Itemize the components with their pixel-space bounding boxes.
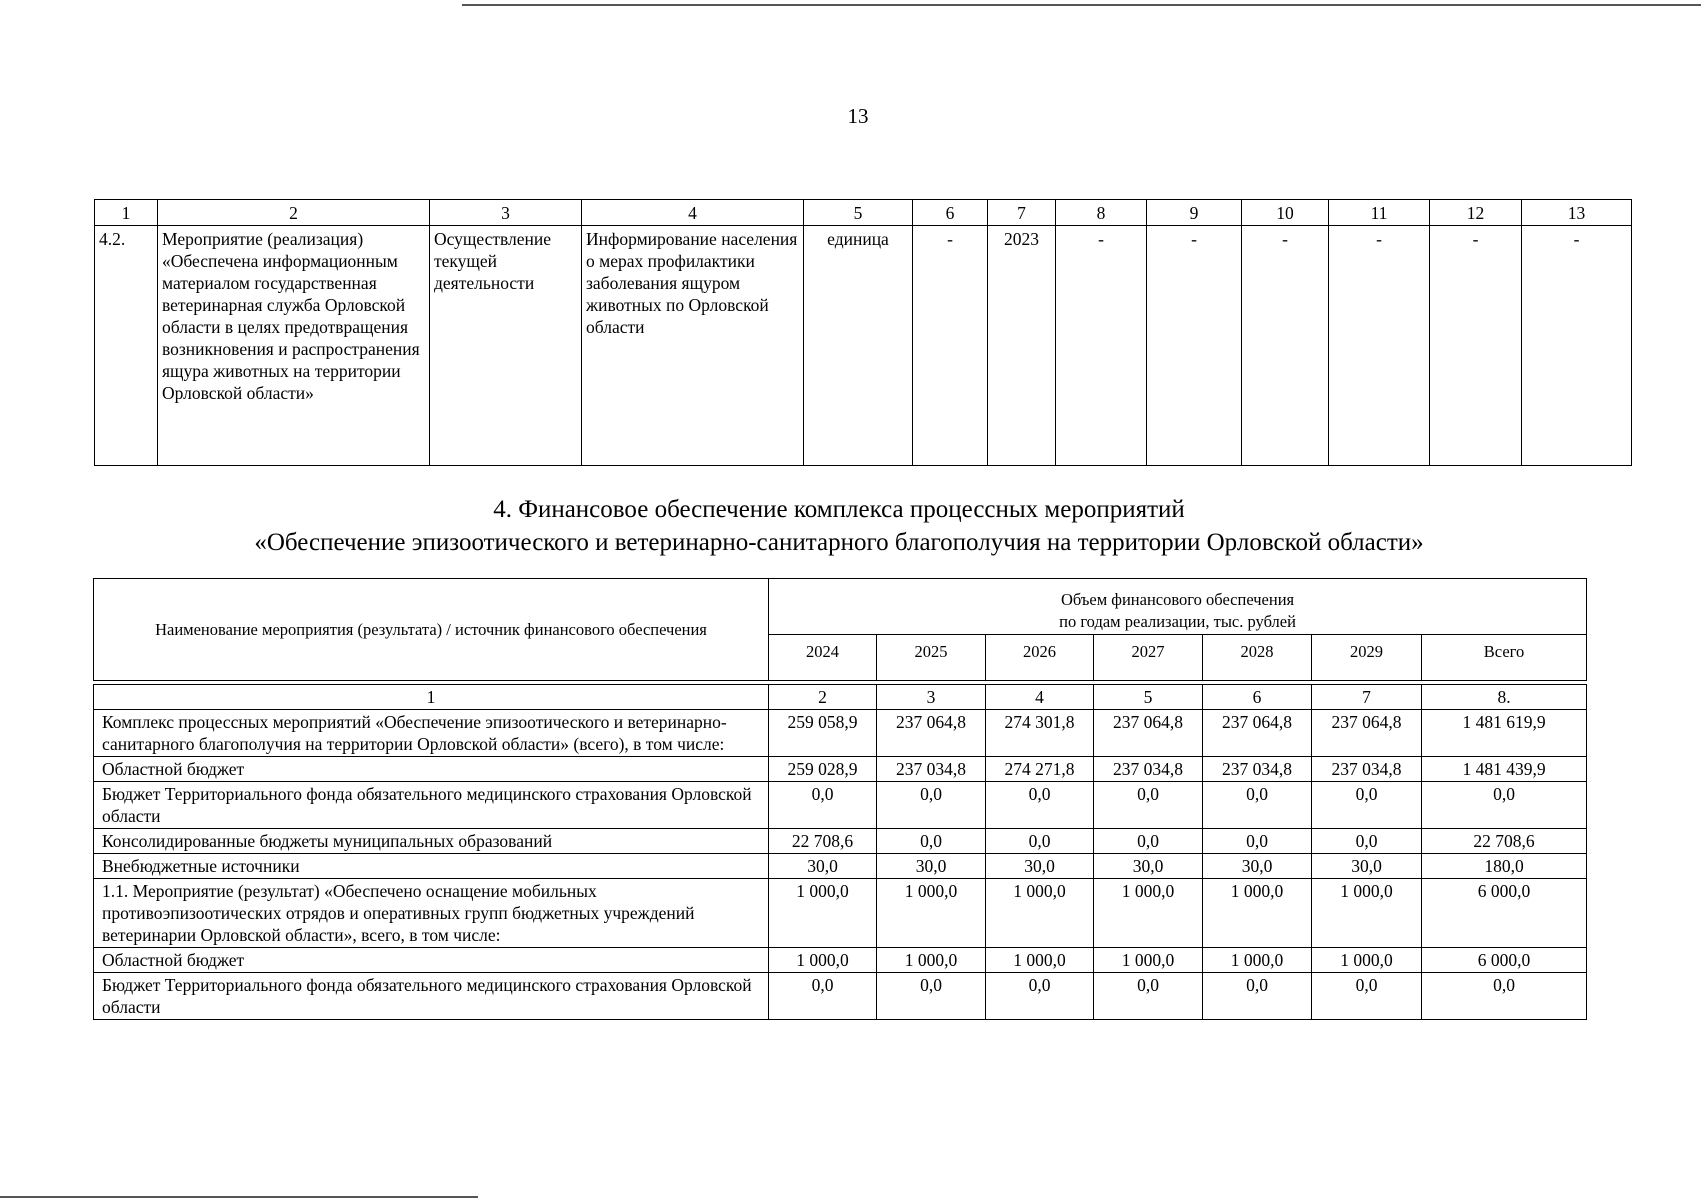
activity-cell: - xyxy=(1242,226,1329,466)
name-column-header: Наименование мероприятия (результата) / источник финансового обеспечения xyxy=(94,579,769,681)
year-value: 237 034,8 xyxy=(1203,757,1312,782)
funding-item-name: Комплекс процессных мероприятий «Обеспечение эпизоотического и ветеринарно-санитарного благополучия на территории Орловской области» (всего), в том числе: xyxy=(94,710,769,757)
table-row xyxy=(94,710,1587,757)
year-value: 1 000,0 xyxy=(769,948,877,973)
top-edge-line xyxy=(462,4,1701,6)
year-value: 237 034,8 xyxy=(1312,757,1422,782)
total-value: 1 481 439,9 xyxy=(1422,757,1587,782)
year-value: 30,0 xyxy=(877,854,986,879)
column-number: 1 xyxy=(95,200,158,226)
year-value: 0,0 xyxy=(877,973,986,1020)
year-value: 0,0 xyxy=(877,829,986,854)
year-header: 2025 xyxy=(877,635,986,681)
year-value: 0,0 xyxy=(769,973,877,1020)
total-value: 0,0 xyxy=(1422,782,1587,829)
year-value: 30,0 xyxy=(1312,854,1422,879)
activity-cell: - xyxy=(913,226,988,466)
column-index: 2 xyxy=(769,685,877,710)
column-index: 1 xyxy=(94,685,769,710)
total-value: 22 708,6 xyxy=(1422,829,1587,854)
funding-item-name: Областной бюджет xyxy=(94,948,769,973)
table-row xyxy=(94,782,1587,829)
year-value: 1 000,0 xyxy=(986,948,1094,973)
year-value: 0,0 xyxy=(986,782,1094,829)
year-value: 259 058,9 xyxy=(769,710,877,757)
funding-item-name: Областной бюджет xyxy=(94,757,769,782)
table-row xyxy=(94,829,1587,854)
activity-unit: единица xyxy=(804,226,913,466)
section-heading-line2: «Обеспечение эпизоотического и ветеринарно-санитарного благополучия на территории Орловской области» xyxy=(254,529,1424,556)
year-value: 30,0 xyxy=(1203,854,1312,879)
year-value: 237 064,8 xyxy=(1094,710,1203,757)
activity-code: 4.2. xyxy=(95,226,158,466)
year-value: 1 000,0 xyxy=(986,879,1094,948)
year-value: 1 000,0 xyxy=(1094,948,1203,973)
year-value: 0,0 xyxy=(1312,782,1422,829)
year-value: 1 000,0 xyxy=(1312,948,1422,973)
column-number: 11 xyxy=(1329,200,1430,226)
column-number: 6 xyxy=(913,200,988,226)
finance-header-row xyxy=(94,579,1587,635)
section-heading-line1: 4. Финансовое обеспечение комплекса процессных мероприятий xyxy=(493,496,1185,523)
year-value: 0,0 xyxy=(1094,829,1203,854)
total-value: 0,0 xyxy=(1422,973,1587,1020)
year-value: 1 000,0 xyxy=(877,879,986,948)
column-number: 8 xyxy=(1056,200,1147,226)
total-value: 1 481 619,9 xyxy=(1422,710,1587,757)
year-value: 237 064,8 xyxy=(1312,710,1422,757)
year-value: 0,0 xyxy=(1094,973,1203,1020)
table-row xyxy=(94,757,1587,782)
section-heading xyxy=(94,493,1584,559)
year-value: 0,0 xyxy=(1094,782,1203,829)
activity-table-header-row xyxy=(95,200,1632,226)
activity-base-year: 2023 xyxy=(988,226,1056,466)
finance-table-body xyxy=(94,710,1587,1020)
year-value: 259 028,9 xyxy=(769,757,877,782)
table-row xyxy=(94,854,1587,879)
column-index: 7 xyxy=(1312,685,1422,710)
year-value: 0,0 xyxy=(1203,973,1312,1020)
funding-item-name: Консолидированные бюджеты муниципальных образований xyxy=(94,829,769,854)
column-number: 7 xyxy=(988,200,1056,226)
year-value: 0,0 xyxy=(986,973,1094,1020)
activity-row xyxy=(95,226,1632,466)
table-row xyxy=(94,879,1587,948)
funding-item-name: Внебюджетные источники xyxy=(94,854,769,879)
column-number: 12 xyxy=(1430,200,1522,226)
funding-group-header-line1: Объем финансового обеспечения xyxy=(1060,590,1295,609)
year-value: 1 000,0 xyxy=(1203,879,1312,948)
year-value: 1 000,0 xyxy=(877,948,986,973)
year-value: 274 301,8 xyxy=(986,710,1094,757)
activity-cell: - xyxy=(1056,226,1147,466)
year-value: 0,0 xyxy=(1312,829,1422,854)
year-value: 237 064,8 xyxy=(877,710,986,757)
year-header: 2026 xyxy=(986,635,1094,681)
year-value: 0,0 xyxy=(1203,782,1312,829)
column-number: 10 xyxy=(1242,200,1329,226)
table-row xyxy=(94,948,1587,973)
year-value: 30,0 xyxy=(1094,854,1203,879)
activity-description: Информирование населения о мерах профилактики заболевания ящуром животных по Орловской области xyxy=(582,226,804,466)
year-value: 30,0 xyxy=(986,854,1094,879)
total-header: Всего xyxy=(1422,635,1587,681)
year-header: 2028 xyxy=(1203,635,1312,681)
column-number: 2 xyxy=(158,200,430,226)
column-number: 9 xyxy=(1147,200,1242,226)
year-value: 30,0 xyxy=(769,854,877,879)
activity-cell: - xyxy=(1147,226,1242,466)
year-value: 1 000,0 xyxy=(1094,879,1203,948)
column-number: 4 xyxy=(582,200,804,226)
activity-cell: - xyxy=(1329,226,1430,466)
column-index-row xyxy=(94,685,1587,710)
page-number: 13 xyxy=(847,104,869,128)
year-value: 22 708,6 xyxy=(769,829,877,854)
column-index: 5 xyxy=(1094,685,1203,710)
funding-item-name: Бюджет Территориального фонда обязательного медицинского страхования Орловской области xyxy=(94,782,769,829)
activity-name: Мероприятие (реализация) «Обеспечена информационным материалом государственная ветеринарная служба Орловской области в целях предотвращения возникновения и распространения ящура животных на территории Орловской области» xyxy=(158,226,430,466)
column-number: 3 xyxy=(430,200,582,226)
total-value: 180,0 xyxy=(1422,854,1587,879)
activity-table xyxy=(94,199,1632,466)
total-value: 6 000,0 xyxy=(1422,948,1587,973)
activity-cell: - xyxy=(1522,226,1632,466)
year-value: 0,0 xyxy=(877,782,986,829)
column-index: 6 xyxy=(1203,685,1312,710)
funding-group-header-line2: по годам реализации, тыс. рублей xyxy=(1059,612,1296,631)
year-value: 237 034,8 xyxy=(877,757,986,782)
year-value: 0,0 xyxy=(1312,973,1422,1020)
year-value: 274 271,8 xyxy=(986,757,1094,782)
year-header: 2024 xyxy=(769,635,877,681)
funding-group-header xyxy=(769,579,1587,635)
year-value: 0,0 xyxy=(769,782,877,829)
year-value: 237 064,8 xyxy=(1203,710,1312,757)
year-value: 1 000,0 xyxy=(769,879,877,948)
column-index: 8. xyxy=(1422,685,1587,710)
activity-type: Осуществление текущей деятельности xyxy=(430,226,582,466)
total-value: 6 000,0 xyxy=(1422,879,1587,948)
table-row xyxy=(94,973,1587,1020)
column-number: 5 xyxy=(804,200,913,226)
year-value: 1 000,0 xyxy=(1312,879,1422,948)
funding-item-name: 1.1. Мероприятие (результат) «Обеспечено оснащение мобильных противоэпизоотических отрядов и оперативных групп бюджетных учреждений ветеринарии Орловской области», всего, в том числе: xyxy=(94,879,769,948)
activity-cell: - xyxy=(1430,226,1522,466)
column-index: 4 xyxy=(986,685,1094,710)
year-value: 0,0 xyxy=(986,829,1094,854)
year-value: 1 000,0 xyxy=(1203,948,1312,973)
bottom-edge-line xyxy=(0,1196,478,1198)
year-value: 237 034,8 xyxy=(1094,757,1203,782)
funding-item-name: Бюджет Территориального фонда обязательного медицинского страхования Орловской области xyxy=(94,973,769,1020)
finance-table xyxy=(93,578,1587,1020)
column-index: 3 xyxy=(877,685,986,710)
column-number: 13 xyxy=(1522,200,1632,226)
year-header: 2029 xyxy=(1312,635,1422,681)
year-value: 0,0 xyxy=(1203,829,1312,854)
year-header: 2027 xyxy=(1094,635,1203,681)
